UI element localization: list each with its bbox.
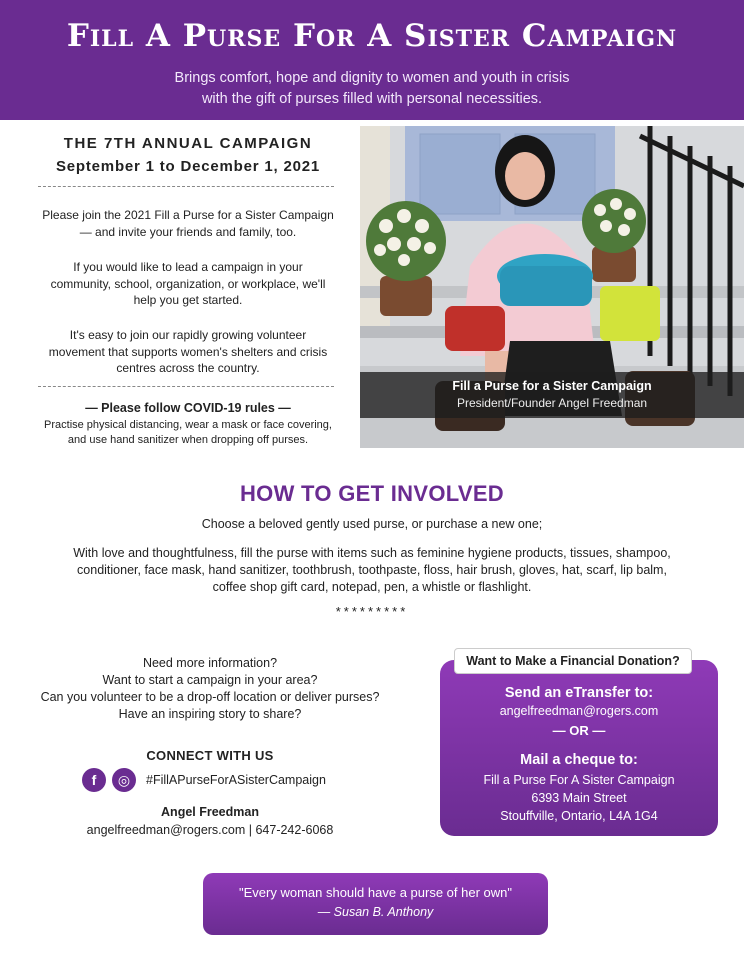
join-line-2: — and invite your friends and family, too. <box>79 224 297 239</box>
covid-text <box>20 418 356 447</box>
volunteer-line-3: centres across the country. <box>116 361 260 375</box>
volunteer-paragraph <box>20 327 356 377</box>
subtitle-line-2: with the gift of purses filled with personal necessities. <box>201 91 543 107</box>
question-line: Have an inspiring story to share? <box>118 707 302 721</box>
facebook-icon[interactable]: f <box>82 768 106 792</box>
how-step-2-line-3: coffee shop gift card, notepad, pen, a whistle or flashlight. <box>212 580 532 594</box>
lead-paragraph <box>20 259 356 309</box>
question-line: Want to start a campaign in your area? <box>102 673 318 687</box>
questions-block <box>20 655 400 723</box>
social-row <box>82 767 326 793</box>
contact-details[interactable]: angelfreedman@rogers.com | 647-242-6068 <box>86 823 334 837</box>
donation-heading: Want to Make a Financial Donation? <box>454 648 692 674</box>
etransfer-label: Send an eTransfer to: <box>504 685 654 701</box>
page-title: Fill A Purse For A Sister Campaign <box>66 18 678 54</box>
photo-caption-title: Fill a Purse for a Sister Campaign <box>452 379 652 393</box>
covid-title: — Please follow COVID-19 rules — <box>85 401 291 415</box>
campaign-heading: THE 7TH ANNUAL CAMPAIGN <box>63 135 313 152</box>
quote-text: "Every woman should have a purse of her own" <box>239 885 512 900</box>
dashed-divider <box>38 386 334 387</box>
page-subtitle <box>60 68 684 110</box>
dashed-divider <box>38 186 334 187</box>
question-line: Can you volunteer to be a drop-off location or deliver purses? <box>40 690 380 704</box>
how-step-1: Choose a beloved gently used purse, or purchase a new one; <box>201 517 543 531</box>
quote-box <box>203 873 548 935</box>
how-step-2 <box>20 545 724 596</box>
connect-heading: CONNECT WITH US <box>146 748 274 763</box>
founder-photo <box>360 126 744 448</box>
covid-line-1: Practise physical distancing, wear a mask or face covering, <box>44 419 332 431</box>
lead-line-1: If you would like to lead a campaign in your <box>73 260 303 274</box>
address-line-1: Fill a Purse For A Sister Campaign <box>483 773 675 787</box>
quote-author: — Susan B. Anthony <box>317 905 434 919</box>
volunteer-line-1: It's easy to join our rapidly growing volunteer <box>69 328 307 342</box>
how-to-get-involved-heading: HOW TO GET INVOLVED <box>239 481 504 506</box>
photo-caption-subtitle: President/Founder Angel Freedman <box>456 396 648 410</box>
how-step-2-line-1: With love and thoughtfulness, fill the purse with items such as feminine hygiene products, tissues, shampoo, <box>73 546 671 560</box>
lead-line-2: community, school, organization, or workplace, we'll <box>50 276 326 291</box>
join-paragraph <box>20 207 356 240</box>
subtitle-line-1: Brings comfort, hope and dignity to women and youth in crisis <box>174 70 570 86</box>
contact-name: Angel Freedman <box>161 805 259 819</box>
campaign-hashtag[interactable]: #FillAPurseForASisterCampaign <box>146 773 326 787</box>
mail-cheque-label: Mail a cheque to: <box>520 752 638 768</box>
covid-line-2: and use hand sanitizer when dropping off purses. <box>67 433 309 446</box>
star-separator: ********* <box>335 604 409 619</box>
volunteer-line-2: movement that supports women's shelters and crisis <box>48 344 328 359</box>
lead-line-3: help you get started. <box>133 293 243 307</box>
instagram-icon[interactable]: ◎ <box>112 768 136 792</box>
how-step-2-line-2: conditioner, face mask, hand sanitizer, toothbrush, toothpaste, floss, hair brush, gloves, hat, scarf, lip balm, <box>77 563 667 577</box>
join-line-1: Please join the 2021 Fill a Purse for a Sister Campaign <box>42 208 334 222</box>
address-line-2: 6393 Main Street <box>531 791 627 805</box>
address-line-3: Stouffville, Ontario, L4A 1G4 <box>500 809 658 823</box>
campaign-dates: September 1 to December 1, 2021 <box>55 158 321 175</box>
etransfer-email[interactable]: angelfreedman@rogers.com <box>499 704 659 718</box>
or-separator: — OR — <box>552 723 606 738</box>
question-line: Need more information? <box>142 656 278 670</box>
